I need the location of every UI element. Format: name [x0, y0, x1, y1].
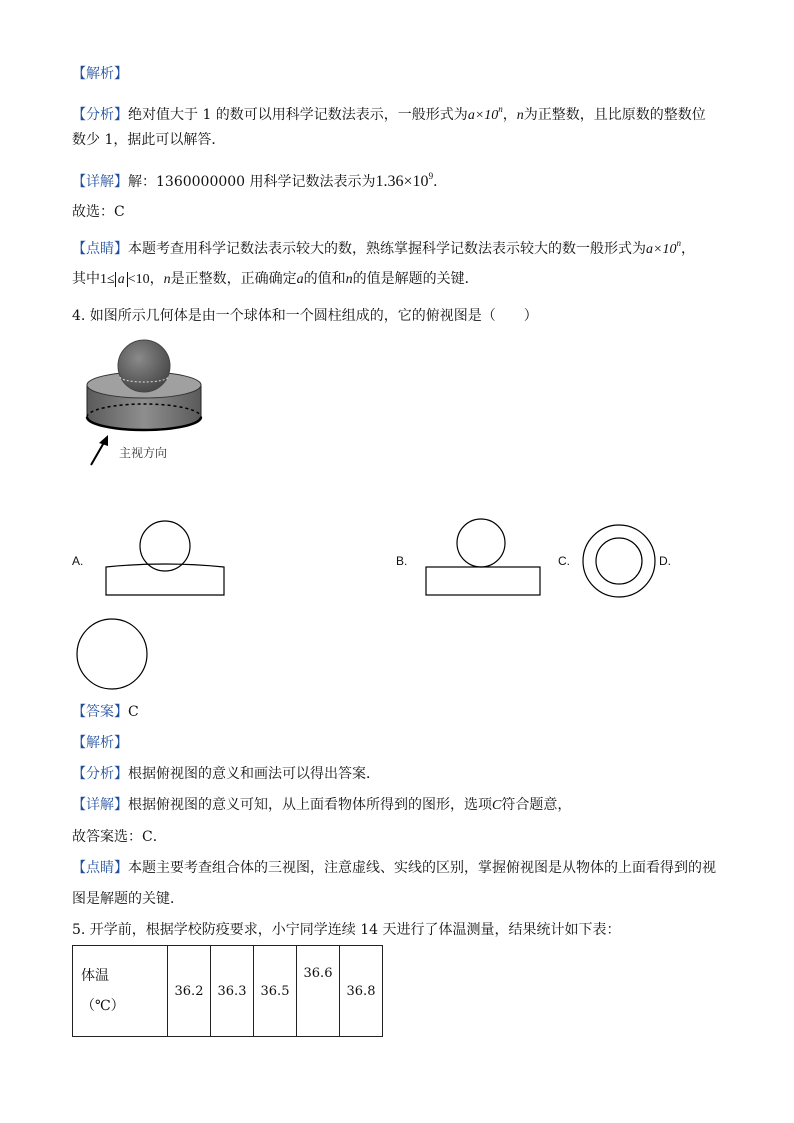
q4-option-c-figure: [581, 523, 657, 599]
q4-final-answer: 故答案选：C．: [72, 829, 167, 845]
q4-option-d-figure: [75, 617, 149, 691]
q3-analysis-text1: 绝对值大于 1 的数可以用科学记数法表示，一般形式为: [128, 107, 468, 123]
q4-option-b-label: B.: [396, 554, 408, 568]
q4-analysis-line: [72, 764, 380, 784]
q5-question: 5. 开学前，根据学校防疫要求，小宁同学连续 14 天进行了体温测量，结果统计如下表：: [72, 922, 621, 938]
q4-key-line1: 【点睛】本题主要考查组合体的三视图，注意虚线、实线的区别，掌握俯视图是从物体的上面看得到的视: [72, 860, 716, 876]
q3-analysis-n: n: [516, 108, 524, 123]
q4-option-d-label: D.: [659, 554, 671, 568]
q4-jiexi-heading: 【解析】: [72, 735, 128, 751]
q4-analysis-tag: 【分析】: [72, 766, 128, 782]
q3-key-line2: 其中1≤ a <10，n是正整数，正确确定a的值和n的值是解题的关键．: [72, 271, 479, 287]
q4-option-a-label: A.: [72, 554, 84, 568]
q3-detail-line: 【详解】解：1360000000 用科学记数法表示为$1.36\times 10^9$．: [72, 171, 448, 190]
q3-key-line1: 【点睛】本题考查用科学记数法表示较大的数，熟练掌握科学记数法表示较大的数一般形式为$a\times 10^n$，: [72, 238, 695, 257]
q4-answer-tag: 【答案】: [72, 704, 128, 720]
q3-analysis-tag: 【分析】: [72, 107, 128, 123]
q3-key-tag: 【点睛】: [72, 241, 128, 257]
q3-detail-text: 解：1360000000 用科学记数法表示为: [128, 174, 376, 190]
q3-analysis-formula: $a\times 10^n$: [467, 104, 503, 123]
q5-temp-cell: 36.2: [168, 946, 211, 1037]
q4-key-line2: 图是解题的关键．: [72, 891, 184, 907]
q3-detail-result: $1.36\times 10^9$: [375, 171, 434, 190]
q5-table-header-cell: 体温 （℃）: [73, 946, 168, 1037]
q3-analysis-line1: 【分析】绝对值大于 1 的数可以用科学记数法表示，一般形式为$a\times 10^n$，n为正整数，且比原数的整数位: [72, 104, 706, 123]
q5-temp-cell: 36.3: [211, 946, 254, 1037]
q4-option-b-figure: [425, 518, 541, 598]
q4-detail-line: 【详解】根据俯视图的意义可知，从上面看物体所得到的图形，选项C符合题意，: [72, 797, 572, 813]
q3-analysis-line2: 数少 1，据此可以解答．: [72, 132, 226, 148]
q4-answer-line: [72, 702, 139, 722]
q5-temp-cell: 36.6: [297, 946, 340, 1037]
q3-key-formula: $a\times 10^n$: [646, 238, 681, 257]
q3-key-condition: 1≤ a <10: [100, 272, 150, 287]
q3-key-text1: 本题考查用科学记数法表示较大的数，熟练掌握科学记数法表示较大的数一般形式为: [128, 241, 646, 257]
q4-analysis-text: 根据俯视图的意义和画法可以得出答案．: [128, 766, 380, 782]
q3-detail-tag: 【详解】: [72, 174, 128, 190]
q5-temperature-table: [72, 945, 383, 1037]
q5-temp-cell: 36.8: [340, 946, 383, 1037]
q4-question: 4. 如图所示几何体是由一个球体和一个圆柱组成的，它的俯视图是（ ）: [72, 308, 538, 324]
q4-view-direction-label: 主视方向: [119, 446, 168, 460]
q4-answer: C: [128, 704, 139, 720]
q3-analysis-text2: 为正整数，且比原数的整数位: [523, 107, 706, 123]
q4-option-a-figure: [105, 520, 225, 598]
q4-detail-tag: 【详解】: [72, 797, 128, 813]
q4-key-tag: 【点睛】: [72, 860, 128, 876]
q3-jiexi-heading: 【解析】: [72, 66, 128, 82]
q4-option-c-label: C.: [558, 554, 570, 568]
q3-choice: 故选：C: [72, 204, 125, 220]
q5-temp-cell: 36.5: [254, 946, 297, 1037]
table-row: [73, 946, 383, 1037]
